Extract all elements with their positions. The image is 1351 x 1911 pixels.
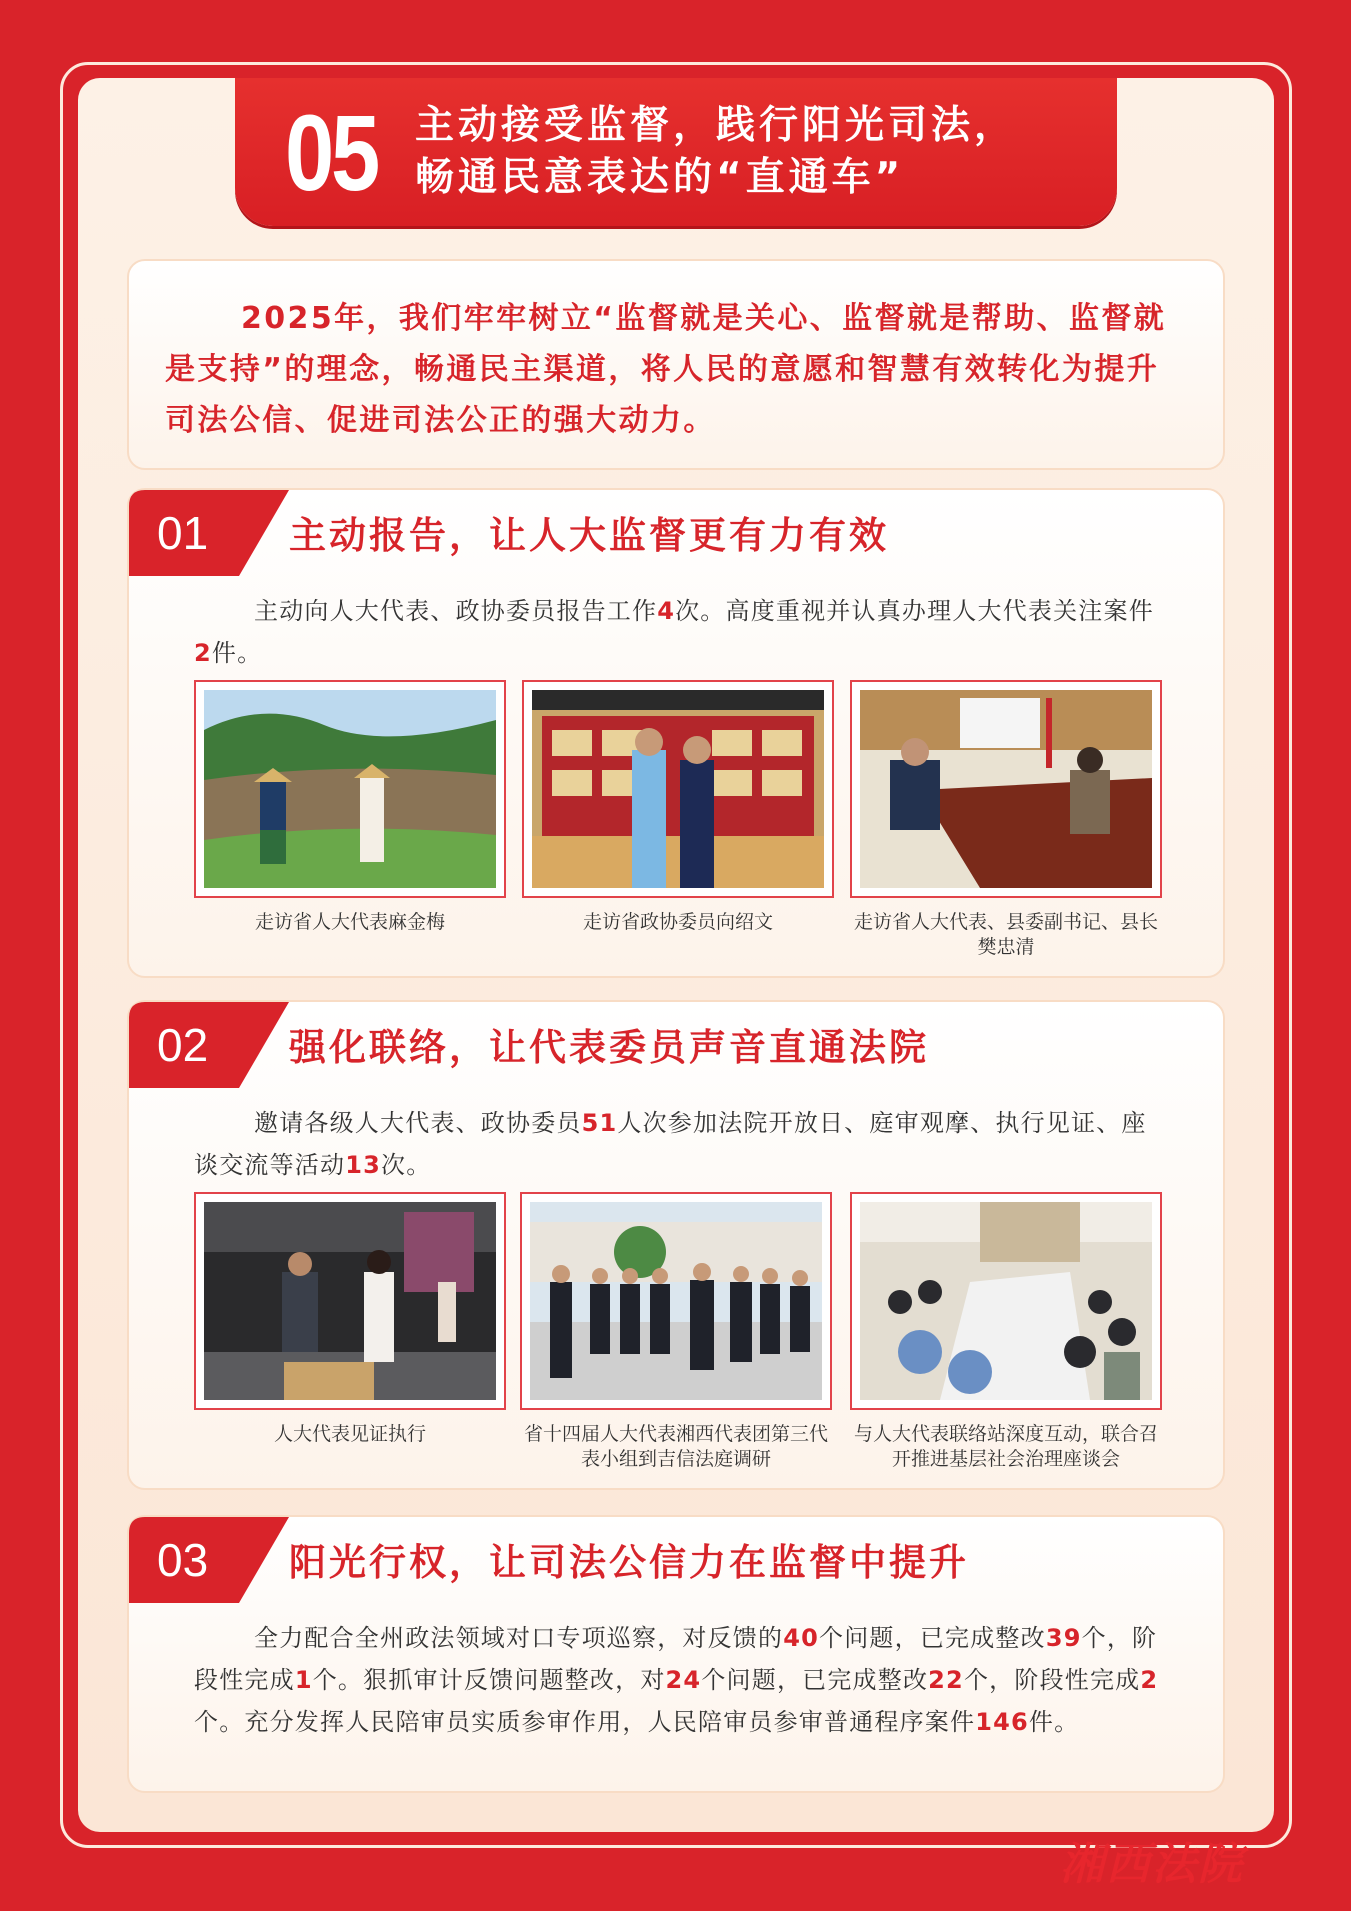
section-02-card — [127, 1000, 1225, 1490]
section-01-title: 主动报告，让人大监督更有力有效 — [289, 514, 889, 557]
header-title — [415, 100, 1017, 204]
header-number: 05 — [285, 91, 377, 213]
intro-card — [127, 259, 1225, 470]
photo-caption: 走访省政协委员向绍文 — [582, 911, 773, 933]
section-02-tab — [129, 1002, 289, 1088]
photo-caption: 走访省人大代表麻金梅 — [254, 911, 445, 933]
photo-execution-witness — [194, 1192, 506, 1410]
header-title-line2: 畅通民意表达的“直通车” — [415, 155, 905, 200]
section-03-title: 阳光行权，让司法公信力在监督中提升 — [289, 1541, 969, 1584]
photo-liaison-meeting — [850, 1192, 1162, 1410]
intro-text: 2025年，我们牢牢树立“监督就是关心、监督就是帮助、监督就是支持”的理念，畅通民主渠道，将人民的意愿和智慧有效转化为提升司法公信、促进司法公正的强大动力。 — [165, 301, 1167, 438]
photo-caption: 与人大代表联络站深度互动，联合召开推进基层社会治理座谈会 — [853, 1423, 1158, 1470]
section-02-title: 强化联络，让代表委员声音直通法院 — [289, 1026, 929, 1069]
section-02-number: 02 — [157, 1019, 209, 1071]
section-03-card — [127, 1515, 1225, 1793]
section-02-body: 邀请各级人大代表、政协委员51人次参加法院开放日、庭审观摩、执行见证、座谈交流等活动13次。 — [194, 1109, 1147, 1179]
photo-honor-wall — [522, 680, 834, 898]
section-03-body: 全力配合全州政法领域对口专项巡察，对反馈的40个问题，已完成整改39个，阶段性完成1个。狠抓审计反馈问题整改，对24个问题，已完成整改22个，阶段性完成2个。充分发挥人民陪审员实质参审作用，人民陪审员参审普通程序案件146件。 — [194, 1624, 1159, 1736]
watermark: 湘西法院 — [1060, 1839, 1244, 1890]
photo-caption: 走访省人大代表、县委副书记、县长樊忠清 — [853, 911, 1158, 958]
section-01-number: 01 — [157, 507, 209, 559]
section-01-tab — [129, 490, 289, 576]
photo-farm-visit — [194, 680, 506, 898]
photo-meeting-room — [850, 680, 1162, 898]
section-01-photos — [194, 680, 1164, 958]
photo-court-visit — [520, 1192, 832, 1410]
header-title-line1: 主动接受监督，践行阳光司法， — [415, 103, 1018, 148]
photo-caption: 人大代表见证执行 — [273, 1423, 426, 1445]
photo-caption: 省十四届人大代表湘西代表团第三代表小组到吉信法庭调研 — [523, 1423, 828, 1470]
section-01-body: 主动向人大代表、政协委员报告工作4次。高度重视并认真办理人大代表关注案件2件。 — [194, 597, 1154, 667]
section-03-tab — [129, 1517, 289, 1603]
header-banner — [235, 78, 1117, 226]
section-03-number: 03 — [157, 1534, 209, 1586]
section-02-photos — [194, 1192, 1164, 1470]
section-01-card — [127, 488, 1225, 978]
